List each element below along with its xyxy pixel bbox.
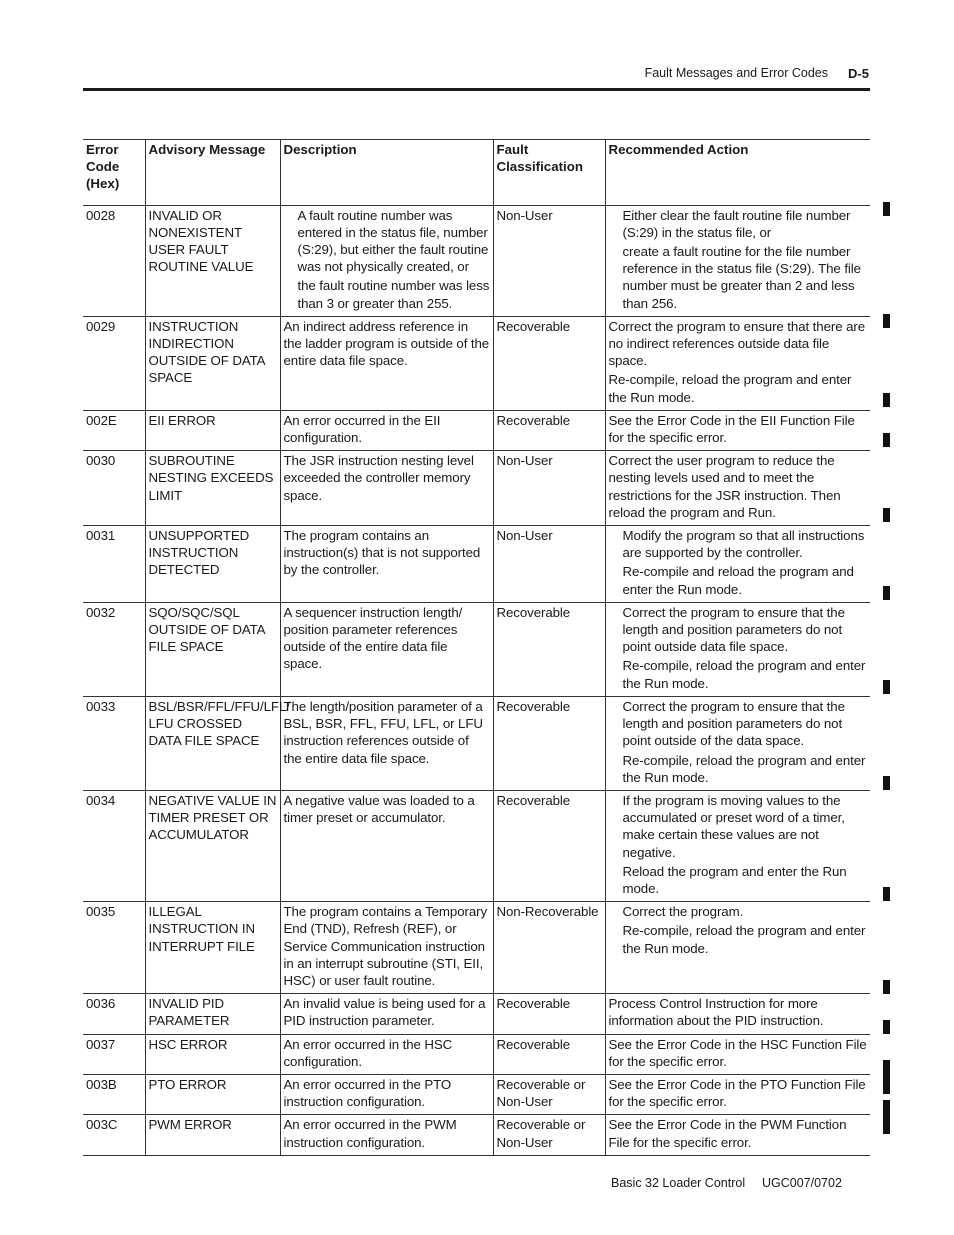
advisory-message-cell: ILLEGAL INSTRUCTION IN INTERRUPT FILE <box>145 902 280 994</box>
change-bar <box>883 776 890 790</box>
fault-classification-cell: Recoverable <box>493 602 605 696</box>
error-code-cell: 0031 <box>83 526 145 603</box>
action-paragraph: Correct the program. <box>622 904 744 920</box>
action-paragraph: Correct the user program to reduce the nesting levels used and to meet the restrictions for the JSR instruction. Then reload the program and Run. <box>608 453 841 520</box>
footer-title: Basic 32 Loader Control <box>611 1176 746 1190</box>
recommended-action-cell <box>605 451 870 526</box>
column-header-classification: Fault Classification <box>493 140 605 206</box>
column-header-action: Recommended Action <box>605 140 870 206</box>
error-code-cell: 0033 <box>83 696 145 790</box>
recommended-action-cell <box>605 902 870 994</box>
fault-classification-cell: Non-User <box>493 526 605 603</box>
action-paragraph: create a fault routine for the file number reference in the status file (S:29). The file number must be greater than 2 and less than 256. <box>622 244 861 311</box>
advisory-message-cell: EII ERROR <box>145 410 280 450</box>
description-paragraph: A sequencer instruction length/ position parameter references outside of the entire data file space. <box>283 604 463 672</box>
description-paragraph: The length/position parameter of a BSL, BSR, FFL, FFU, LFL, or LFU instruction references outside of the entire data file space. <box>283 698 483 766</box>
error-code-cell: 0028 <box>83 205 145 316</box>
table-row <box>83 902 870 994</box>
description-cell <box>280 602 493 696</box>
action-paragraph: Re-compile, reload the program and enter the Run mode. <box>622 658 866 691</box>
error-code-cell: 0032 <box>83 602 145 696</box>
change-bar <box>883 1060 890 1094</box>
advisory-message-cell: PWM ERROR <box>145 1115 280 1155</box>
change-bar <box>883 586 890 600</box>
description-cell <box>280 526 493 603</box>
description-paragraph: the fault routine number was less than 3 or greater than 255. <box>297 278 490 311</box>
recommended-action-cell <box>605 1074 870 1114</box>
fault-classification-cell: Recoverable <box>493 316 605 410</box>
change-bar <box>883 393 890 407</box>
advisory-message-cell: SUBROUTINE NESTING EXCEEDS LIMIT <box>145 451 280 526</box>
description-cell <box>280 790 493 901</box>
error-code-cell: 0037 <box>83 1034 145 1074</box>
action-paragraph: Correct the program to ensure that there are no indirect references outside data file space. <box>608 318 865 369</box>
recommended-action-cell <box>605 1034 870 1074</box>
error-code-cell: 003B <box>83 1074 145 1114</box>
description-cell <box>280 994 493 1034</box>
fault-classification-cell: Recoverable <box>493 790 605 901</box>
change-bar <box>883 980 890 994</box>
action-paragraph: See the Error Code in the PWM Function File for the specific error. <box>608 1117 847 1150</box>
recommended-action-cell <box>605 1115 870 1155</box>
description-paragraph: An invalid value is being used for a PID instruction parameter. <box>283 996 486 1029</box>
description-paragraph: A negative value was loaded to a timer preset or accumulator. <box>283 792 475 826</box>
action-paragraph: Re-compile and reload the program and enter the Run mode. <box>622 564 854 597</box>
advisory-message-cell: UNSUPPORTED INSTRUCTION DETECTED <box>145 526 280 603</box>
error-code-cell: 0035 <box>83 902 145 994</box>
error-code-cell: 0034 <box>83 790 145 901</box>
recommended-action-cell <box>605 526 870 603</box>
page-number: D-5 <box>848 66 869 81</box>
description-cell <box>280 1115 493 1155</box>
header-rule <box>83 88 870 91</box>
error-code-cell: 003C <box>83 1115 145 1155</box>
recommended-action-cell <box>605 316 870 410</box>
action-paragraph: Re-compile, reload the program and enter the Run mode. <box>608 372 852 405</box>
advisory-message-cell: HSC ERROR <box>145 1034 280 1074</box>
change-bar <box>883 680 890 694</box>
action-paragraph: Re-compile, reload the program and enter the Run mode. <box>622 752 866 785</box>
recommended-action-cell <box>605 205 870 316</box>
table-row <box>83 790 870 901</box>
description-cell <box>280 1034 493 1074</box>
action-paragraph: Process Control Instruction for more information about the PID instruction. <box>608 996 824 1029</box>
description-cell <box>280 902 493 994</box>
change-bar <box>883 508 890 522</box>
fault-classification-cell: Recoverable <box>493 994 605 1034</box>
table-row <box>83 526 870 603</box>
column-header-code: Error Code (Hex) <box>83 140 145 206</box>
description-paragraph: An indirect address reference in the ladder program is outside of the entire data file space. <box>283 318 490 369</box>
error-code-cell: 002E <box>83 410 145 450</box>
recommended-action-cell <box>605 790 870 901</box>
running-header: Fault Messages and Error Codes <box>644 66 828 80</box>
table-row <box>83 1074 870 1114</box>
change-bar <box>883 202 890 216</box>
description-cell <box>280 451 493 526</box>
recommended-action-cell <box>605 602 870 696</box>
recommended-action-cell <box>605 994 870 1034</box>
column-header-description: Description <box>280 140 493 206</box>
description-paragraph: The JSR instruction nesting level exceeded the controller memory space. <box>283 453 474 503</box>
description-cell <box>280 316 493 410</box>
error-code-table <box>83 139 870 1156</box>
fault-classification-cell: Non-User <box>493 205 605 316</box>
description-paragraph: An error occurred in the PWM instruction configuration. <box>283 1117 457 1150</box>
description-paragraph: An error occurred in the PTO instruction configuration. <box>283 1076 452 1110</box>
column-header-message: Advisory Message <box>145 140 280 206</box>
action-paragraph: See the Error Code in the EII Function File for the specific error. <box>608 412 855 446</box>
table-row <box>83 994 870 1034</box>
advisory-message-cell: NEGATIVE VALUE IN TIMER PRESET OR ACCUMULATOR <box>145 790 280 901</box>
fault-classification-cell: Non-Recoverable <box>493 902 605 994</box>
footer-doc-number: UGC007/0702 <box>762 1176 842 1190</box>
description-paragraph: An error occurred in the EII configuration. <box>283 412 441 446</box>
description-paragraph: The program contains a Temporary End (TND), Refresh (REF), or Service Communication instruction in an interrupt subroutine (STI, EII, HSC) or user fault routine. <box>283 904 487 988</box>
table-row <box>83 696 870 790</box>
action-paragraph: Correct the program to ensure that the length and position parameters do not point outside data file space. <box>622 604 845 655</box>
advisory-message-cell: INVALID PID PARAMETER <box>145 994 280 1034</box>
advisory-message-cell: BSL/BSR/FFL/FFU/LFL/ LFU CROSSED DATA FILE SPACE <box>145 696 280 790</box>
table-row <box>83 451 870 526</box>
table-header-row <box>83 140 870 206</box>
advisory-message-cell: INSTRUCTION INDIRECTION OUTSIDE OF DATA SPACE <box>145 316 280 410</box>
advisory-message-cell: SQO/SQC/SQL OUTSIDE OF DATA FILE SPACE <box>145 602 280 696</box>
description-cell <box>280 696 493 790</box>
change-bar <box>883 1100 890 1134</box>
fault-classification-cell: Recoverable or Non-User <box>493 1074 605 1114</box>
action-paragraph: See the Error Code in the PTO Function File for the specific error. <box>608 1076 866 1110</box>
fault-classification-cell: Recoverable or Non-User <box>493 1115 605 1155</box>
change-bar <box>883 433 890 447</box>
description-paragraph: An error occurred in the HSC configuration. <box>283 1036 453 1069</box>
table-row <box>83 1034 870 1074</box>
fault-classification-cell: Recoverable <box>493 410 605 450</box>
action-paragraph: Re-compile, reload the program and enter the Run mode. <box>622 923 866 956</box>
advisory-message-cell: INVALID OR NONEXISTENT USER FAULT ROUTINE VALUE <box>145 205 280 316</box>
change-bar <box>883 887 890 901</box>
table-body <box>83 205 870 1155</box>
advisory-message-cell: PTO ERROR <box>145 1074 280 1114</box>
change-bar <box>883 1020 890 1034</box>
recommended-action-cell <box>605 410 870 450</box>
table-row <box>83 602 870 696</box>
description-paragraph: A fault routine number was entered in the status file, number (S:29), but either the fault routine was not physically created, or <box>297 207 489 275</box>
table-row <box>83 316 870 410</box>
action-paragraph: Reload the program and enter the Run mode. <box>622 863 847 896</box>
action-paragraph: See the Error Code in the HSC Function File for the specific error. <box>608 1036 867 1069</box>
description-cell <box>280 205 493 316</box>
fault-classification-cell: Recoverable <box>493 696 605 790</box>
table-row <box>83 410 870 450</box>
error-code-cell: 0030 <box>83 451 145 526</box>
action-paragraph: Correct the program to ensure that the length and position parameters do not point outside of the data space. <box>622 698 845 749</box>
change-bar <box>883 314 890 328</box>
error-code-cell: 0036 <box>83 994 145 1034</box>
action-paragraph: Either clear the fault routine file number (S:29) in the status file, or <box>622 207 851 240</box>
description-cell <box>280 1074 493 1114</box>
description-cell <box>280 410 493 450</box>
recommended-action-cell <box>605 696 870 790</box>
error-code-cell: 0029 <box>83 316 145 410</box>
action-paragraph: Modify the program so that all instructions are supported by the controller. <box>622 528 865 561</box>
action-paragraph: If the program is moving values to the accumulated or preset word of a timer, make certain these values are not negative. <box>622 792 845 860</box>
description-paragraph: The program contains an instruction(s) that is not supported by the controller. <box>283 528 481 578</box>
fault-classification-cell: Recoverable <box>493 1034 605 1074</box>
table-row <box>83 1115 870 1155</box>
table-row <box>83 205 870 316</box>
fault-classification-cell: Non-User <box>493 451 605 526</box>
